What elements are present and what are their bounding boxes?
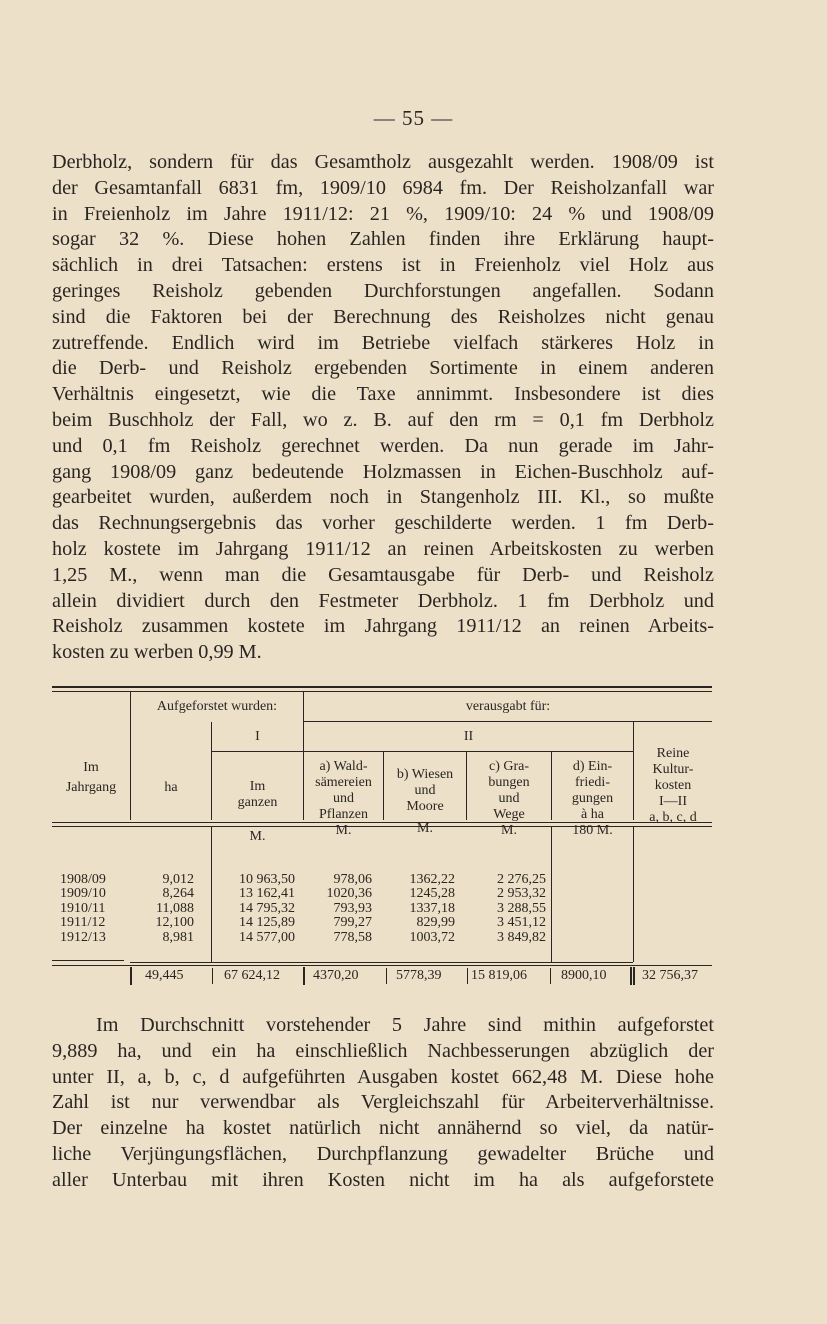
header-d: d) Ein- friedi- gungen à ha 180 M. bbox=[571, 759, 614, 838]
im-ganzen-column bbox=[212, 873, 295, 945]
table-cell: 1908/09 bbox=[60, 872, 106, 887]
text-line: zutreffende. Endlich wird im Betriebe vielfach stärkeres Holz in bbox=[52, 331, 714, 354]
table-top-rule bbox=[52, 686, 712, 688]
total-divider bbox=[303, 967, 305, 985]
table-cell: 8,981 bbox=[162, 929, 194, 945]
text-line: aller Unterbau mit ihren Kosten nicht im ha als aufgeforstete bbox=[52, 1168, 714, 1191]
total-ha: 49,445 bbox=[145, 968, 184, 983]
text-line: sogar 32 %. Diese hohen Zahlen finden ihre Erklärung haupt- bbox=[52, 228, 714, 251]
total-b: 5778,39 bbox=[396, 968, 442, 983]
table-cell: 2 276,25 bbox=[497, 872, 546, 887]
total-c: 15 819,06 bbox=[471, 968, 527, 983]
table-cell: 2 953,32 bbox=[497, 886, 546, 902]
header-aufgeforstet: Aufgeforstet wurden: bbox=[156, 699, 278, 714]
header-a: a) Wald- sämereien und Pflanzen M. bbox=[315, 759, 372, 838]
text-line: sind die Faktoren bei der Berechnung des Reisholzes nicht genau bbox=[52, 305, 714, 328]
text-line: sächlich in drei Tatsachen: erstens ist in Freienholz viel Holz aus bbox=[52, 254, 714, 277]
column-rule bbox=[633, 827, 634, 962]
paragraph-1 bbox=[52, 150, 714, 666]
table-top-rule bbox=[52, 691, 712, 692]
year-column bbox=[60, 873, 128, 945]
table-cell: 1020,36 bbox=[326, 886, 372, 902]
table-cell: 12,100 bbox=[155, 915, 194, 931]
table-cell: 978,06 bbox=[333, 872, 372, 887]
table-cell: 1911/12 bbox=[60, 915, 106, 931]
text-line: der Gesamtanfall 6831 fm, 1909/10 6984 fm. Der Reisholzanfall war bbox=[52, 176, 714, 199]
table-cell: 3 288,55 bbox=[497, 900, 546, 916]
table-cell: 1909/10 bbox=[60, 886, 106, 902]
text-line: kosten zu werben 0,99 M. bbox=[52, 641, 262, 664]
table-cell: 14 125,89 bbox=[239, 915, 295, 931]
total-divider bbox=[630, 967, 632, 985]
text-line: holz kostete im Jahrgang 1911/12 an reinen Arbeitskosten zu werben bbox=[52, 537, 714, 560]
total-d: 8900,10 bbox=[561, 968, 607, 983]
b-column bbox=[384, 873, 455, 945]
header-rule bbox=[303, 751, 633, 752]
total-divider bbox=[467, 968, 468, 984]
header-jahrgang: Im Jahrgang bbox=[65, 760, 117, 795]
table-cell: 799,27 bbox=[333, 915, 372, 931]
header-II: II bbox=[463, 729, 474, 744]
text-line: Reisholz zusammen kostete im Jahrgang 1911/12 an reinen Arbeits- bbox=[52, 615, 714, 638]
text-line: die Derb- und Reisholz ergebenden Sortimente in einem anderen bbox=[52, 357, 714, 380]
c-column bbox=[467, 873, 546, 945]
page-number: — 55 — bbox=[373, 106, 454, 130]
header-rule bbox=[211, 751, 303, 752]
table-cell: 14 795,32 bbox=[239, 900, 295, 916]
text-line: das Rechnungsergebnis das vorher geschilderte werden. 1 fm Derb- bbox=[52, 512, 714, 535]
table-cell: 13 162,41 bbox=[239, 886, 295, 902]
text-line: unter II, a, b, c, d aufgeführten Ausgaben kostet 662,48 M. Diese hohe bbox=[52, 1065, 714, 1088]
column-rule bbox=[551, 827, 552, 962]
total-divider bbox=[633, 967, 635, 985]
header-rule bbox=[303, 721, 712, 722]
total-divider bbox=[130, 967, 132, 985]
text-line: und 0,1 fm Reisholz gerechnet werden. Da nun gerade im Jahr- bbox=[52, 434, 714, 457]
text-line: beim Buschholz der Fall, wo z. B. auf den rm = 0,1 fm Derbholz bbox=[52, 408, 714, 431]
table-cell: 10 963,50 bbox=[239, 872, 295, 887]
total-divider bbox=[212, 968, 213, 984]
text-line: Derbholz, sondern für das Gesamtholz ausgezahlt werden. 1908/09 ist bbox=[52, 151, 714, 173]
total-reine: 32 756,37 bbox=[642, 968, 698, 983]
table-cell: 8,264 bbox=[162, 886, 194, 902]
header-ha: ha bbox=[164, 780, 178, 795]
header-c: c) Gra- bungen und Wege M. bbox=[488, 759, 530, 838]
total-divider bbox=[386, 968, 387, 984]
text-line: 9,889 ha, und ein ha einschließlich Nachbesserungen abzüglich der bbox=[52, 1039, 714, 1062]
text-line: gearbeitet wurden, außerdem noch in Stangenholz III. Kl., so mußte bbox=[52, 486, 714, 509]
table-cell: 829,99 bbox=[416, 915, 455, 931]
text-line: allein dividiert durch den Festmeter Derbholz. 1 fm Derbholz und bbox=[52, 589, 714, 612]
table-cell: 1910/11 bbox=[60, 900, 106, 916]
table-bottom-rule bbox=[52, 965, 712, 966]
paragraph-2 bbox=[52, 1013, 714, 1194]
table-cell: 793,93 bbox=[333, 900, 372, 916]
text-line: Verhältnis eingesetzt, wie die Taxe annimmt. Insbesondere ist dies bbox=[52, 383, 714, 406]
header-reine: Reine Kultur- kosten I—II a, b, c, d bbox=[649, 746, 697, 825]
header-b: b) Wiesen und Moore M. bbox=[396, 767, 454, 836]
table-cell: 1003,72 bbox=[409, 929, 455, 945]
text-line: 1,25 M., wenn man die Gesamtausgabe für Derb- und Reisholz bbox=[52, 563, 714, 586]
table-bottom-rule bbox=[130, 962, 633, 963]
text-line: gang 1908/09 ganz bedeutende Holzmassen in Eichen-Buschholz auf- bbox=[52, 460, 714, 483]
table-cell: 11,088 bbox=[156, 900, 194, 916]
text-line: Der einzelne ha kostet natürlich nicht annähernd so viel, da natür- bbox=[52, 1117, 714, 1140]
table-cell: 14 577,00 bbox=[239, 929, 295, 945]
table-cell: 3 849,82 bbox=[497, 929, 546, 945]
text-line: Im Durchschnitt vorstehender 5 Jahre sind mithin aufgeforstet bbox=[96, 1014, 714, 1036]
ha-column bbox=[131, 873, 194, 945]
text-line: Zahl ist nur verwendbar als Vergleichszahl für Arbeiterverhältnisse. bbox=[52, 1091, 714, 1114]
total-divider bbox=[550, 968, 551, 984]
table-cell: 1245,28 bbox=[409, 886, 455, 902]
text-line: geringes Reisholz gebenden Durchforstungen angefallen. Sodann bbox=[52, 279, 714, 302]
table-cell: 1337,18 bbox=[409, 900, 455, 916]
text-line: liche Verjüngungsflächen, Durchpflanzung gewadelter Brüche und bbox=[52, 1142, 714, 1165]
total-im-ganzen: 67 624,12 bbox=[224, 968, 280, 983]
table-cell: 778,58 bbox=[333, 929, 372, 945]
year-underline bbox=[52, 960, 124, 961]
table-cell: 1362,22 bbox=[409, 872, 455, 887]
table-cell: 9,012 bbox=[162, 872, 194, 887]
header-I: I bbox=[255, 729, 260, 744]
header-im-ganzen-unit-label: M. bbox=[249, 829, 266, 844]
a-column bbox=[303, 873, 372, 945]
text-line: in Freienholz im Jahre 1911/12: 21 %, 1909/10: 24 % und 1908/09 bbox=[52, 202, 714, 225]
table-cell: 1912/13 bbox=[60, 929, 106, 945]
header-verausgabt: verausgabt für: bbox=[465, 699, 551, 714]
table-cell: 3 451,12 bbox=[497, 915, 546, 931]
total-a: 4370,20 bbox=[313, 968, 359, 983]
header-im-ganzen: Im ganzen bbox=[237, 779, 278, 810]
